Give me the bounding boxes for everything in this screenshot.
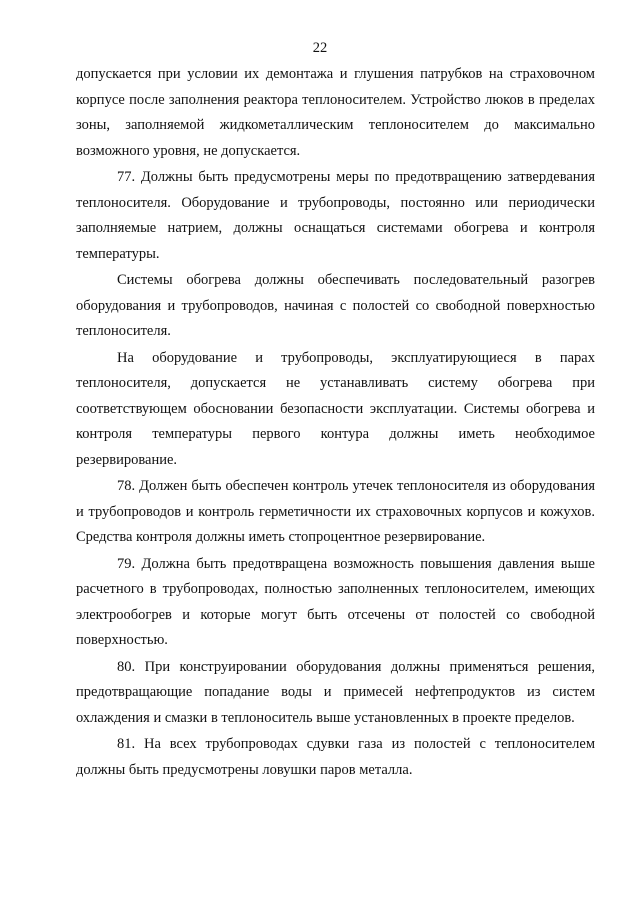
paragraph-vapor-equipment: На оборудование и трубопроводы, эксплуатирующиеся в парах теплоносителя, допускается не устанавливать систему обогрева при соответствующем обосновании безопасности эксплуатации. Системы обогрева и контроля температуры первого контура должны иметь необходимое резервирование. — [76, 349, 595, 468]
paragraph-heating-systems: Системы обогрева должны обеспечивать последовательный разогрев оборудования и трубопроводов, начиная с полостей со свободной поверхностью теплоносителя. — [76, 272, 595, 339]
paragraph-78: 78. Должен быть обеспечен контроль утечек теплоносителя из оборудования и трубопроводов и контроль герметичности их страховочных корпусов и кожухов. Средства контроля должны иметь стопроцентное резервирование. — [76, 478, 595, 545]
paragraph-79: 79. Должна быть предотвращена возможность повышения давления выше расчетного в трубопроводах, полностью заполненных теплоносителем, имеющих электрообогрев и которые могут быть отсечены от полостей со свободной поверхностью. — [76, 555, 595, 648]
paragraph-continuation: допускается при условии их демонтажа и глушения патрубков на страховочном корпусе после заполнения реактора теплоносителем. Устройство люков в пределах зоны, заполняемой жидкометаллическим теплоносителем до максимально возможного уровня, не допускается. — [76, 66, 595, 159]
paragraph-81: 81. На всех трубопроводах сдувки газа из полостей с теплоносителем должны быть предусмотрены ловушки паров металла. — [76, 736, 595, 778]
body-text — [76, 62, 595, 784]
paragraph-80: 80. При конструировании оборудования должны применяться решения, предотвращающие попадание воды и примесей нефтепродуктов из систем охлаждения и смазки в теплоноситель выше установленных в проекте пределов. — [76, 658, 595, 726]
page-number: 22 — [312, 40, 328, 56]
paragraph-77: 77. Должны быть предусмотрены меры по предотвращению затвердевания теплоносителя. Оборудование и трубопроводы, постоянно или периодически заполняемые натрием, должны оснащаться системами обогрева и контроля температуры. — [76, 169, 595, 262]
